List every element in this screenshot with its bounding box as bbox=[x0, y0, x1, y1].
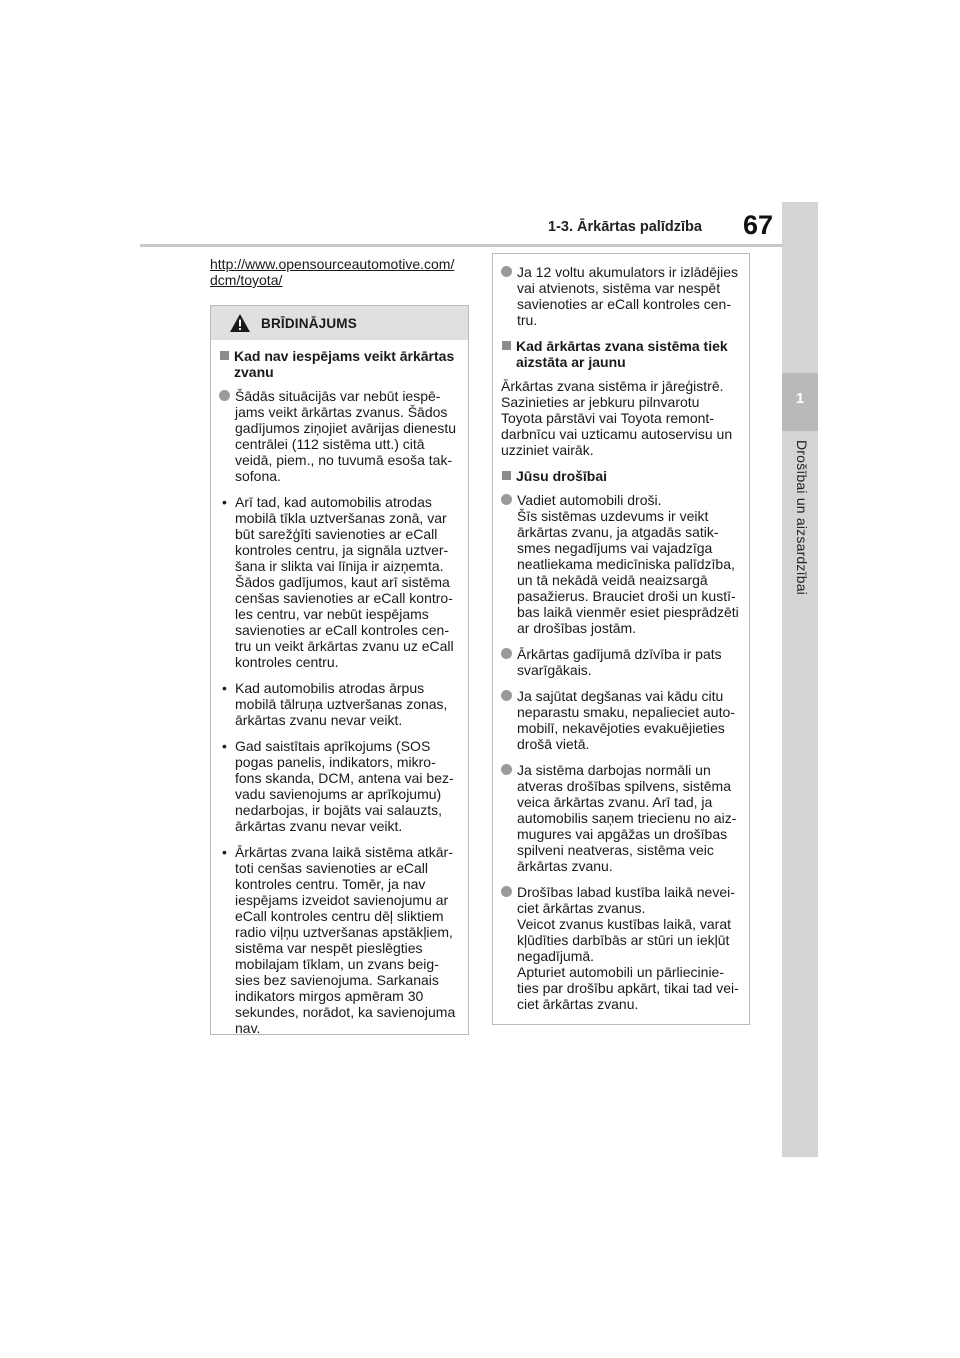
warning-bullet-text: Ārkārtas zvana laikā sistēma atkār- toti cenšas savienoties ar eCall kontroles centru. Tomēr, ja nav iespējams izveidot savienojumu ar eCall kontroles centru dēļ sliktiem radio viļņu uztveršanas apstākļiem, sistēma var nespēt pieslēgties mobilajam tīklam, un zvans beig- sies bez savienojuma. Sarkanais indikators mirgos apmēram 30 sekundes, norādot, ka savienojuma nav. bbox=[235, 844, 456, 1036]
reference-link-text: http://www.opensourceautomotive.com/ dcm/toyota/ bbox=[210, 256, 455, 288]
circle-bullet-icon bbox=[501, 648, 512, 659]
circle-bullet-icon bbox=[501, 690, 512, 701]
replace-heading bbox=[501, 338, 741, 370]
replace-paragraph: Ārkārtas zvana sistēma ir jāreģistrē. Sazinieties ar jebkuru pilnvarotu Toyota pārstāvi vai Toyota remont- darbnīcu vai uzticamu autoservisu un uzziniet vairāk. bbox=[501, 378, 733, 458]
battery-dot-text: Ja 12 voltu akumulators ir izlādējies vai atvienots, sistēma var nespēt savienoties ar eCall kontroles cen- tru. bbox=[517, 264, 738, 328]
safety-heading bbox=[501, 468, 741, 484]
safety-dot-item bbox=[501, 688, 741, 752]
warning-bullet bbox=[219, 494, 458, 670]
safety-dot-text: Ja sistēma darbojas normāli un atveras drošības spilvens, sistēma veica ārkārtas zvanu. Arī tad, ja automobilis saņem triecienu no aiz- mugures vai apgāžas un drošības spilveni neatveras, sistēma veic ārkārtas zvanu. bbox=[517, 762, 737, 874]
square-bullet-icon bbox=[502, 341, 511, 350]
circle-bullet-icon bbox=[219, 390, 230, 401]
chapter-side-tab bbox=[782, 202, 818, 1157]
page-number: 67 bbox=[743, 210, 774, 240]
warning-box bbox=[210, 305, 469, 1035]
safety-heading-text: Jūsu drošībai bbox=[516, 468, 608, 484]
bullet-icon: • bbox=[222, 494, 227, 510]
safety-dot-item bbox=[501, 884, 741, 1012]
warning-dot-text: Šādās situācijās var nebūt iespē- jams veikt ārkārtas zvanus. Šādos gadījumos ziņojiet avārijas dienestu centrālei (112 sistēma utt.) citā veidā, piem., no tuvumā esoša tak- sofona. bbox=[235, 388, 457, 484]
safety-dot-item bbox=[501, 762, 741, 874]
warning-header bbox=[211, 306, 468, 340]
safety-dot-item bbox=[501, 492, 741, 636]
warning-bullet-text: Gad saistītais aprīkojums (SOS pogas panelis, indikators, mikro- fons skanda, DCM, antena vai bez- vadu savienojums ar aprīkojumu) nedarbojas, ir bojāts vai salauzts, ārkārtas zvanu nevar veikt. bbox=[235, 738, 454, 834]
circle-bullet-icon bbox=[501, 494, 512, 505]
battery-dot-item bbox=[501, 264, 741, 328]
square-bullet-icon bbox=[502, 471, 511, 480]
warning-bullet-text: Arī tad, kad automobilis atrodas mobilā tīkla uztveršanas zonā, var būt sarežģīti savienoties ar eCall kontroles centru, ja signāla uztver- šana ir slikta vai līnija ir aizņemta. Šādos gadījumos, kaut arī sistēma cenšas savienoties ar eCall kontro- les centru, var nebūt iespējams savienoties ar eCall kontroles cen- tru un veikt ārkārtas zvanu uz eCall kontroles centru. bbox=[235, 494, 454, 670]
continued-box bbox=[492, 253, 750, 1025]
reference-link[interactable] bbox=[210, 256, 470, 288]
replace-heading-text: Kad ārkārtas zvana sistēma tiek aizstāta ar jaunu bbox=[516, 338, 728, 370]
chapter-number: 1 bbox=[795, 390, 805, 407]
warning-heading bbox=[219, 348, 458, 380]
chapter-label: Drošībai un aizsardzībai bbox=[794, 440, 810, 595]
warning-bullet bbox=[219, 680, 458, 728]
circle-bullet-icon bbox=[501, 764, 512, 775]
warning-heading-text: Kad nav iespējams veikt ārkārtas zvanu bbox=[234, 348, 455, 380]
safety-dot-text: Ja sajūtat degšanas vai kādu citu neparastu smaku, nepalieciet auto- mobilī, nekavējoties evakuējieties drošā vietā. bbox=[517, 688, 735, 752]
warning-bullet-text: Kad automobilis atrodas ārpus mobilā tālruņa uztveršanas zonas, ārkārtas zvanu nevar veikt. bbox=[235, 680, 448, 728]
safety-dot-text: Drošības labad kustība laikā nevei- ciet ārkārtas zvanus. Veicot zvanus kustības laikā, varat kļūdīties darbībās ar stūri un iekļūt negadījumā. Apturiet automobili un pārliecinie- ties par drošību apkārt, tikai tad vei- ciet ārkārtas zvanu. bbox=[517, 884, 739, 1012]
safety-dot-item bbox=[501, 646, 741, 678]
bullet-icon: • bbox=[222, 844, 227, 860]
safety-dot-text: Vadiet automobili droši. Šīs sistēmas uzdevums ir veikt ārkārtas zvanu, ja atgadās satik- smes negadījums vai vajadzīga neatliekama medicīniska palīdzība, un tā nekādā veidā neaizsargā pasažierus. Brauciet droši un kustī- bas laikā vienmēr esiet piesprādzēti ar drošības jostām. bbox=[517, 492, 739, 636]
bullet-icon: • bbox=[222, 680, 227, 696]
safety-dot-text: Ārkārtas gadījumā dzīvība ir pats svarīgākais. bbox=[517, 646, 722, 678]
bullet-icon: • bbox=[222, 738, 227, 754]
warning-dot-item bbox=[219, 388, 458, 484]
warning-title: BRĪDINĀJUMS bbox=[261, 315, 357, 331]
warning-body bbox=[211, 340, 468, 1036]
section-title: 1-3. Ārkārtas palīdzība bbox=[548, 219, 702, 235]
warning-bullet bbox=[219, 844, 458, 1036]
circle-bullet-icon bbox=[501, 886, 512, 897]
circle-bullet-icon bbox=[501, 266, 512, 277]
warning-bullet bbox=[219, 738, 458, 834]
header-rule bbox=[140, 244, 790, 247]
square-bullet-icon bbox=[220, 351, 229, 360]
warning-triangle-icon bbox=[229, 313, 251, 333]
